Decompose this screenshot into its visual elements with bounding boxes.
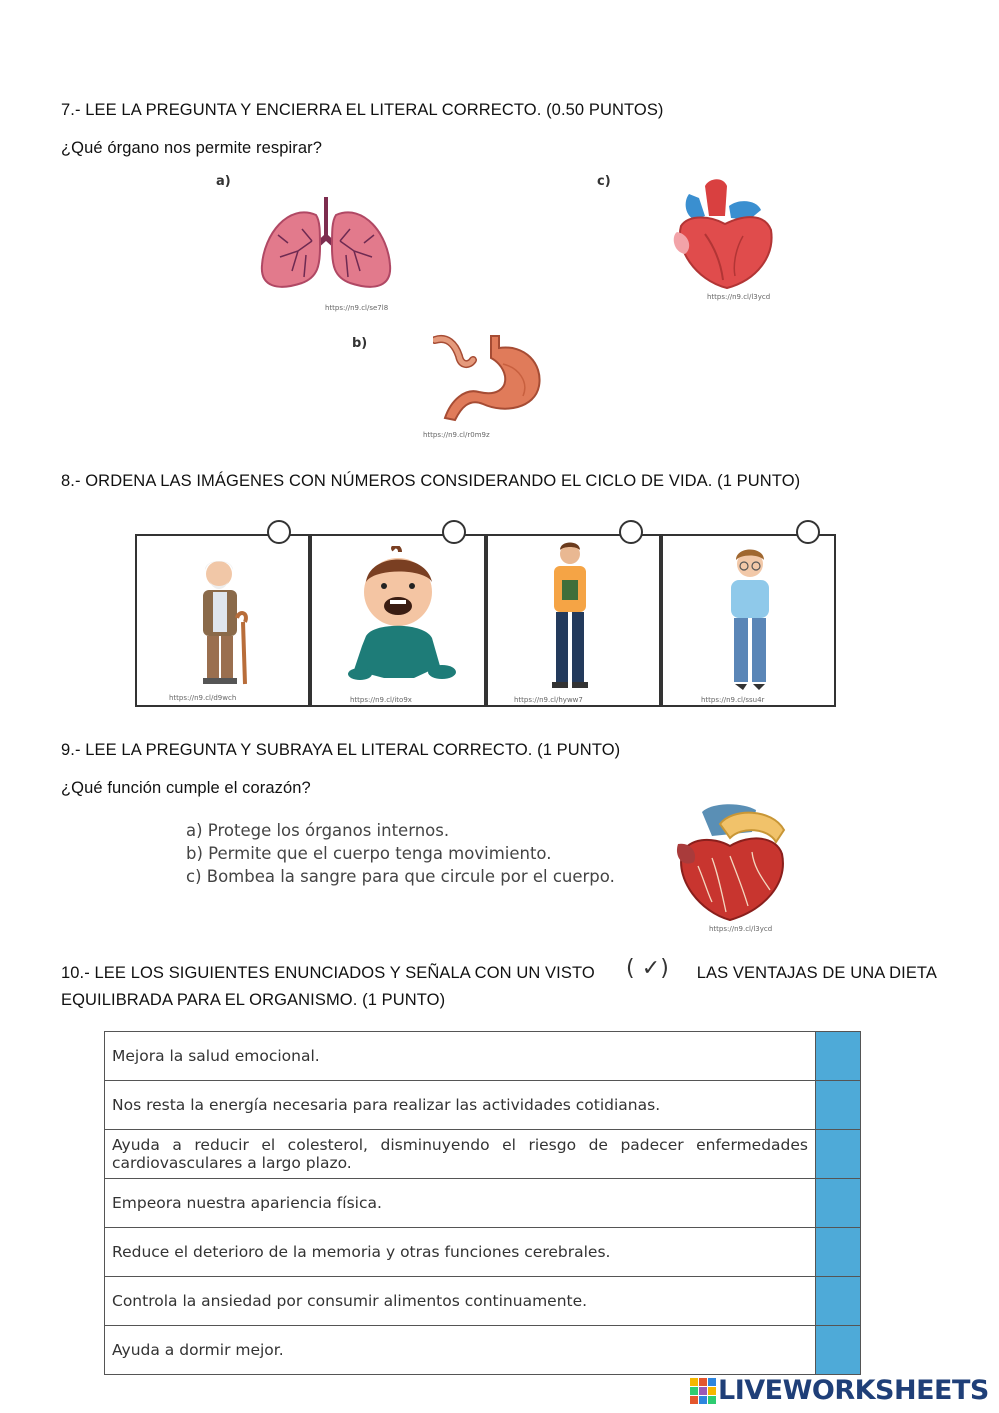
q10-title-part1: 10.- LEE LOS SIGUIENTES ENUNCIADOS Y SEÑALA CON UN VISTO [61,964,595,982]
statement-text: Controla la ansiedad por consumir alimentos continuamente. [105,1277,816,1326]
checkbox-cell[interactable] [816,1179,861,1228]
order-number-circle[interactable] [267,520,291,544]
statement-text: Empeora nuestra apariencia física. [105,1179,816,1228]
q9-option-a[interactable]: a) Protege los órganos internos. [186,821,450,840]
card-1-source: https://n9.cl/d9wch [169,694,237,702]
checkbox-cell[interactable] [816,1032,861,1081]
q7-title: 7.- LEE LA PREGUNTA Y ENCIERRA EL LITERAL CORRECTO. (0.50 PUNTOS) [61,101,664,119]
heart-anatomy-image [672,802,796,929]
liveworksheets-logo-icon [690,1378,716,1404]
checkbox-cell[interactable] [816,1130,861,1179]
brand-name: LIVEWORKSHEETS [718,1375,989,1406]
q10-title [61,956,937,983]
liveworksheets-logo [690,1375,989,1406]
q10-title-part2: LAS VENTAJAS DE UNA DIETA [696,964,937,982]
order-number-circle[interactable] [619,520,643,544]
table-row [105,1326,861,1375]
lungs-source: https://n9.cl/se7l8 [325,304,389,312]
q7-option-a-letter[interactable]: a) [216,174,231,189]
life-cycle-card [661,534,836,707]
statement-text: Ayuda a reducir el colesterol, disminuyendo el riesgo de padecer enfermedades cardiovasculares a largo plazo. [105,1130,816,1179]
card-2-source: https://n9.cl/ito9x [350,696,412,704]
table-row [105,1277,861,1326]
checkbox-cell[interactable] [816,1277,861,1326]
card-4-source: https://n9.cl/ssu4r [701,696,765,704]
stomach-source: https://n9.cl/r0m9z [423,431,490,439]
table-row [105,1179,861,1228]
q9-option-b[interactable]: b) Permite que el cuerpo tenga movimiento. [186,844,552,863]
order-number-circle[interactable] [442,520,466,544]
life-cycle-card [486,534,661,707]
q9-heart-source: https://n9.cl/l3ycd [709,925,773,933]
lungs-image[interactable] [258,195,394,304]
q9-question: ¿Qué función cumple el corazón? [61,779,311,797]
checkbox-cell[interactable] [816,1081,861,1130]
young-adult-image [540,540,600,692]
checkbox-cell[interactable] [816,1228,861,1277]
q8-title: 8.- ORDENA LAS IMÁGENES CON NÚMEROS CONSIDERANDO EL CICLO DE VIDA. (1 PUNTO) [61,472,801,490]
checkbox-cell[interactable] [816,1326,861,1375]
elderly-man-image [179,552,269,692]
child-image [723,546,777,692]
statement-text: Ayuda a dormir mejor. [105,1326,816,1375]
q10-title-line2: EQUILIBRADA PARA EL ORGANISMO. (1 PUNTO) [61,991,446,1009]
baby-image [344,546,464,686]
statement-text: Reduce el deterioro de la memoria y otras funciones cerebrales. [105,1228,816,1277]
card-3-source: https://n9.cl/hyww7 [514,696,583,704]
q7-option-b-letter[interactable]: b) [352,336,368,351]
stomach-image[interactable] [433,334,545,429]
table-row [105,1081,861,1130]
heart-source: https://n9.cl/l3ycd [707,293,771,301]
advantages-table [104,1031,861,1375]
q9-title: 9.- LEE LA PREGUNTA Y SUBRAYA EL LITERAL CORRECTO. (1 PUNTO) [61,741,621,759]
order-number-circle[interactable] [796,520,820,544]
heart-image[interactable] [665,176,783,299]
q7-option-c-letter[interactable]: c) [597,174,611,189]
table-row [105,1130,861,1179]
check-mark-icon: ( ✓) [626,956,669,981]
table-row [105,1032,861,1081]
q9-options [186,819,615,888]
q9-option-c[interactable]: c) Bombea la sangre para que circule por el cuerpo. [186,867,615,886]
table-row [105,1228,861,1277]
statement-text: Mejora la salud emocional. [105,1032,816,1081]
life-cycle-card [135,534,310,707]
q7-question: ¿Qué órgano nos permite respirar? [61,139,323,157]
statement-text: Nos resta la energía necesaria para realizar las actividades cotidianas. [105,1081,816,1130]
life-cycle-card [310,534,486,707]
